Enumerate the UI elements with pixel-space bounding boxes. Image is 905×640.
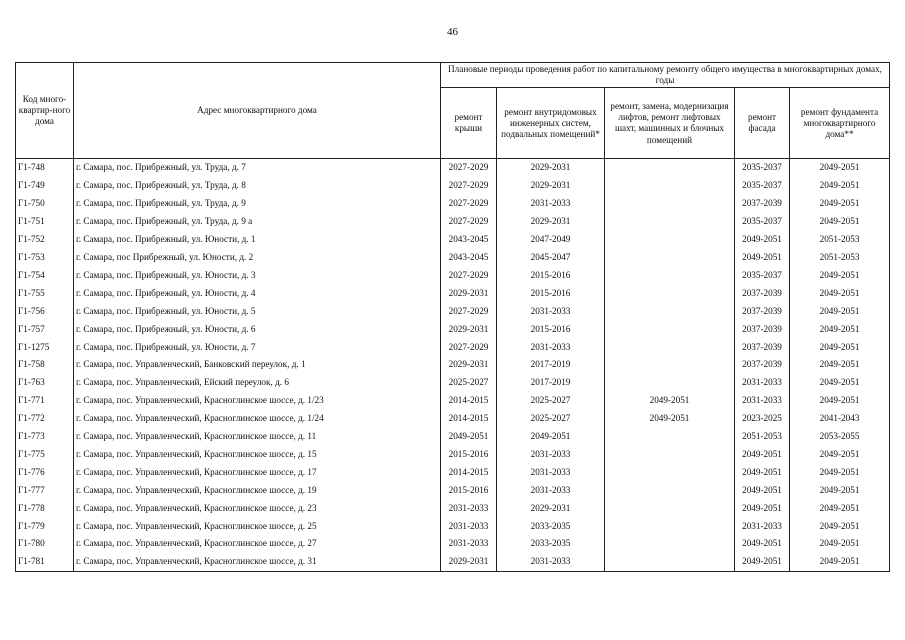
cell-address: г. Самара, пос. Прибрежный, ул. Юности, д. 3 bbox=[74, 267, 441, 285]
cell-facade: 2049-2051 bbox=[735, 446, 790, 464]
table-row bbox=[16, 553, 890, 571]
cell-systems: 2031-2033 bbox=[497, 195, 605, 213]
header-address: Адрес многоквартирного дома bbox=[74, 63, 441, 159]
cell-facade: 2049-2051 bbox=[735, 553, 790, 571]
cell-code: Г1-753 bbox=[16, 249, 74, 267]
cell-code: Г1-772 bbox=[16, 410, 74, 428]
cell-address: г. Самара, пос Прибрежный, ул. Юности, д. 2 bbox=[74, 249, 441, 267]
cell-address: г. Самара, пос. Управленческий, Красноглинское шоссе, д. 15 bbox=[74, 446, 441, 464]
table-row bbox=[16, 249, 890, 267]
cell-systems: 2031-2033 bbox=[497, 482, 605, 500]
table-row bbox=[16, 464, 890, 482]
cell-foundation: 2049-2051 bbox=[790, 446, 890, 464]
cell-systems: 2045-2047 bbox=[497, 249, 605, 267]
cell-foundation: 2051-2053 bbox=[790, 231, 890, 249]
cell-foundation: 2049-2051 bbox=[790, 303, 890, 321]
cell-roof: 2015-2016 bbox=[441, 446, 497, 464]
header-facade: ремонт фасада bbox=[735, 88, 790, 159]
cell-elevators bbox=[605, 267, 735, 285]
table-body bbox=[16, 159, 890, 572]
cell-facade: 2037-2039 bbox=[735, 195, 790, 213]
header-foundation: ремонт фундамента многоквартирного дома** bbox=[790, 88, 890, 159]
cell-foundation: 2049-2051 bbox=[790, 195, 890, 213]
header-roof: ремонт крыши bbox=[441, 88, 497, 159]
cell-address: г. Самара, пос. Управленческий, Ейский переулок, д. 6 bbox=[74, 374, 441, 392]
table-row bbox=[16, 535, 890, 553]
cell-code: Г1-748 bbox=[16, 159, 74, 177]
cell-address: г. Самара, пос. Прибрежный, ул. Юности, д. 4 bbox=[74, 285, 441, 303]
cell-elevators bbox=[605, 285, 735, 303]
cell-facade: 2031-2033 bbox=[735, 374, 790, 392]
cell-elevators bbox=[605, 195, 735, 213]
table-row bbox=[16, 446, 890, 464]
cell-systems: 2031-2033 bbox=[497, 446, 605, 464]
table-header bbox=[16, 63, 890, 159]
cell-facade: 2037-2039 bbox=[735, 285, 790, 303]
table-row bbox=[16, 177, 890, 195]
cell-address: г. Самара, пос. Прибрежный, ул. Юности, д. 6 bbox=[74, 321, 441, 339]
cell-foundation: 2049-2051 bbox=[790, 553, 890, 571]
cell-code: Г1-773 bbox=[16, 428, 74, 446]
cell-roof: 2025-2027 bbox=[441, 374, 497, 392]
cell-elevators bbox=[605, 500, 735, 518]
cell-roof: 2027-2029 bbox=[441, 177, 497, 195]
cell-systems: 2049-2051 bbox=[497, 428, 605, 446]
cell-roof: 2014-2015 bbox=[441, 392, 497, 410]
cell-address: г. Самара, пос. Прибрежный, ул. Труда, д. 7 bbox=[74, 159, 441, 177]
cell-systems: 2015-2016 bbox=[497, 267, 605, 285]
cell-roof: 2049-2051 bbox=[441, 428, 497, 446]
table-row bbox=[16, 482, 890, 500]
cell-foundation: 2051-2053 bbox=[790, 249, 890, 267]
cell-elevators bbox=[605, 482, 735, 500]
table-row bbox=[16, 356, 890, 374]
cell-roof: 2031-2033 bbox=[441, 535, 497, 553]
cell-systems: 2029-2031 bbox=[497, 213, 605, 231]
cell-address: г. Самара, пос. Прибрежный, ул. Юности, д. 5 bbox=[74, 303, 441, 321]
cell-facade: 2037-2039 bbox=[735, 339, 790, 357]
cell-roof: 2043-2045 bbox=[441, 231, 497, 249]
cell-roof: 2014-2015 bbox=[441, 410, 497, 428]
cell-address: г. Самара, пос. Управленческий, Красноглинское шоссе, д. 19 bbox=[74, 482, 441, 500]
cell-foundation: 2049-2051 bbox=[790, 159, 890, 177]
table-row bbox=[16, 321, 890, 339]
cell-roof: 2027-2029 bbox=[441, 195, 497, 213]
cell-code: Г1-754 bbox=[16, 267, 74, 285]
cell-elevators bbox=[605, 321, 735, 339]
cell-systems: 2031-2033 bbox=[497, 303, 605, 321]
table-row bbox=[16, 213, 890, 231]
table-row bbox=[16, 518, 890, 536]
cell-roof: 2029-2031 bbox=[441, 356, 497, 374]
cell-facade: 2049-2051 bbox=[735, 500, 790, 518]
cell-elevators bbox=[605, 339, 735, 357]
cell-code: Г1-780 bbox=[16, 535, 74, 553]
cell-systems: 2031-2033 bbox=[497, 339, 605, 357]
table-row bbox=[16, 195, 890, 213]
cell-address: г. Самара, пос. Прибрежный, ул. Юности, д. 7 bbox=[74, 339, 441, 357]
cell-systems: 2031-2033 bbox=[497, 464, 605, 482]
cell-foundation: 2049-2051 bbox=[790, 285, 890, 303]
cell-roof: 2015-2016 bbox=[441, 482, 497, 500]
cell-code: Г1-755 bbox=[16, 285, 74, 303]
cell-address: г. Самара, пос. Управленческий, Красноглинское шоссе, д. 1/23 bbox=[74, 392, 441, 410]
cell-roof: 2027-2029 bbox=[441, 339, 497, 357]
cell-roof: 2029-2031 bbox=[441, 285, 497, 303]
cell-address: г. Самара, пос. Управленческий, Красноглинское шоссе, д. 23 bbox=[74, 500, 441, 518]
cell-code: Г1-750 bbox=[16, 195, 74, 213]
cell-systems: 2025-2027 bbox=[497, 410, 605, 428]
table-row bbox=[16, 303, 890, 321]
cell-systems: 2029-2031 bbox=[497, 177, 605, 195]
cell-facade: 2023-2025 bbox=[735, 410, 790, 428]
cell-facade: 2037-2039 bbox=[735, 303, 790, 321]
cell-foundation: 2049-2051 bbox=[790, 464, 890, 482]
cell-facade: 2035-2037 bbox=[735, 213, 790, 231]
header-periods: Плановые периоды проведения работ по капитальному ремонту общего имущества в многоквартирных домах, годы bbox=[441, 63, 890, 88]
table-row bbox=[16, 231, 890, 249]
cell-elevators bbox=[605, 213, 735, 231]
cell-elevators bbox=[605, 374, 735, 392]
cell-address: г. Самара, пос. Управленческий, Красноглинское шоссе, д. 25 bbox=[74, 518, 441, 536]
cell-systems: 2015-2016 bbox=[497, 285, 605, 303]
cell-elevators: 2049-2051 bbox=[605, 410, 735, 428]
cell-address: г. Самара, пос. Управленческий, Красноглинское шоссе, д. 17 bbox=[74, 464, 441, 482]
cell-systems: 2047-2049 bbox=[497, 231, 605, 249]
table-row bbox=[16, 500, 890, 518]
cell-address: г. Самара, пос. Управленческий, Красноглинское шоссе, д. 1/24 bbox=[74, 410, 441, 428]
cell-elevators bbox=[605, 464, 735, 482]
table-row bbox=[16, 428, 890, 446]
cell-address: г. Самара, пос. Прибрежный, ул. Труда, д. 8 bbox=[74, 177, 441, 195]
cell-foundation: 2049-2051 bbox=[790, 535, 890, 553]
cell-address: г. Самара, пос. Управленческий, Красноглинское шоссе, д. 31 bbox=[74, 553, 441, 571]
page-number: 46 bbox=[447, 26, 458, 38]
cell-systems: 2033-2035 bbox=[497, 518, 605, 536]
cell-facade: 2035-2037 bbox=[735, 159, 790, 177]
cell-foundation: 2041-2043 bbox=[790, 410, 890, 428]
cell-systems: 2025-2027 bbox=[497, 392, 605, 410]
cell-code: Г1-779 bbox=[16, 518, 74, 536]
table-row bbox=[16, 339, 890, 357]
cell-foundation: 2049-2051 bbox=[790, 356, 890, 374]
table-row bbox=[16, 267, 890, 285]
table-row bbox=[16, 410, 890, 428]
cell-elevators bbox=[605, 535, 735, 553]
cell-code: Г1-777 bbox=[16, 482, 74, 500]
header-code: Код много-квартир-ного дома bbox=[16, 63, 74, 159]
cell-systems: 2029-2031 bbox=[497, 500, 605, 518]
cell-code: Г1-749 bbox=[16, 177, 74, 195]
cell-facade: 2037-2039 bbox=[735, 321, 790, 339]
cell-code: Г1-757 bbox=[16, 321, 74, 339]
cell-foundation: 2049-2051 bbox=[790, 392, 890, 410]
cell-roof: 2029-2031 bbox=[441, 553, 497, 571]
cell-elevators bbox=[605, 428, 735, 446]
cell-code: Г1-763 bbox=[16, 374, 74, 392]
cell-code: Г1-778 bbox=[16, 500, 74, 518]
cell-code: Г1-771 bbox=[16, 392, 74, 410]
cell-address: г. Самара, пос. Прибрежный, ул. Труда, д. 9 а bbox=[74, 213, 441, 231]
cell-foundation: 2049-2051 bbox=[790, 177, 890, 195]
cell-elevators bbox=[605, 177, 735, 195]
table-row bbox=[16, 392, 890, 410]
cell-elevators bbox=[605, 231, 735, 249]
cell-facade: 2035-2037 bbox=[735, 267, 790, 285]
cell-facade: 2049-2051 bbox=[735, 535, 790, 553]
cell-code: Г1-776 bbox=[16, 464, 74, 482]
cell-address: г. Самара, пос. Управленческий, Банковский переулок, д. 1 bbox=[74, 356, 441, 374]
cell-facade: 2035-2037 bbox=[735, 177, 790, 195]
cell-facade: 2051-2053 bbox=[735, 428, 790, 446]
cell-elevators bbox=[605, 553, 735, 571]
cell-address: г. Самара, пос. Прибрежный, ул. Труда, д. 9 bbox=[74, 195, 441, 213]
table-row bbox=[16, 159, 890, 177]
cell-code: Г1-752 bbox=[16, 231, 74, 249]
cell-facade: 2049-2051 bbox=[735, 482, 790, 500]
cell-elevators bbox=[605, 446, 735, 464]
cell-address: г. Самара, пос. Управленческий, Красноглинское шоссе, д. 11 bbox=[74, 428, 441, 446]
cell-code: Г1-775 bbox=[16, 446, 74, 464]
cell-facade: 2031-2033 bbox=[735, 518, 790, 536]
cell-facade: 2049-2051 bbox=[735, 231, 790, 249]
cell-facade: 2049-2051 bbox=[735, 464, 790, 482]
cell-foundation: 2049-2051 bbox=[790, 321, 890, 339]
cell-systems: 2031-2033 bbox=[497, 553, 605, 571]
cell-elevators bbox=[605, 159, 735, 177]
cell-foundation: 2053-2055 bbox=[790, 428, 890, 446]
cell-code: Г1-1275 bbox=[16, 339, 74, 357]
cell-elevators bbox=[605, 356, 735, 374]
cell-facade: 2049-2051 bbox=[735, 249, 790, 267]
cell-facade: 2031-2033 bbox=[735, 392, 790, 410]
cell-roof: 2027-2029 bbox=[441, 213, 497, 231]
cell-foundation: 2049-2051 bbox=[790, 482, 890, 500]
cell-elevators bbox=[605, 518, 735, 536]
table-row bbox=[16, 285, 890, 303]
header-elevators: ремонт, замена, модернизация лифтов, ремонт лифтовых шахт, машинных и блочных помещений bbox=[605, 88, 735, 159]
cell-address: г. Самара, пос. Управленческий, Красноглинское шоссе, д. 27 bbox=[74, 535, 441, 553]
repair-schedule-table bbox=[15, 62, 890, 572]
header-systems: ремонт внутридомовых инженерных систем, подвальных помещений* bbox=[497, 88, 605, 159]
cell-code: Г1-756 bbox=[16, 303, 74, 321]
cell-roof: 2031-2033 bbox=[441, 518, 497, 536]
cell-foundation: 2049-2051 bbox=[790, 267, 890, 285]
cell-roof: 2027-2029 bbox=[441, 159, 497, 177]
cell-systems: 2017-2019 bbox=[497, 374, 605, 392]
cell-roof: 2029-2031 bbox=[441, 321, 497, 339]
cell-roof: 2027-2029 bbox=[441, 267, 497, 285]
cell-code: Г1-751 bbox=[16, 213, 74, 231]
cell-foundation: 2049-2051 bbox=[790, 374, 890, 392]
cell-code: Г1-758 bbox=[16, 356, 74, 374]
cell-systems: 2015-2016 bbox=[497, 321, 605, 339]
cell-foundation: 2049-2051 bbox=[790, 213, 890, 231]
cell-facade: 2037-2039 bbox=[735, 356, 790, 374]
cell-elevators bbox=[605, 303, 735, 321]
cell-roof: 2031-2033 bbox=[441, 500, 497, 518]
cell-roof: 2043-2045 bbox=[441, 249, 497, 267]
cell-code: Г1-781 bbox=[16, 553, 74, 571]
cell-foundation: 2049-2051 bbox=[790, 500, 890, 518]
cell-elevators bbox=[605, 249, 735, 267]
cell-foundation: 2049-2051 bbox=[790, 339, 890, 357]
cell-roof: 2014-2015 bbox=[441, 464, 497, 482]
cell-systems: 2017-2019 bbox=[497, 356, 605, 374]
table-row bbox=[16, 374, 890, 392]
cell-address: г. Самара, пос. Прибрежный, ул. Юности, д. 1 bbox=[74, 231, 441, 249]
cell-elevators: 2049-2051 bbox=[605, 392, 735, 410]
cell-systems: 2033-2035 bbox=[497, 535, 605, 553]
cell-foundation: 2049-2051 bbox=[790, 518, 890, 536]
cell-roof: 2027-2029 bbox=[441, 303, 497, 321]
cell-systems: 2029-2031 bbox=[497, 159, 605, 177]
